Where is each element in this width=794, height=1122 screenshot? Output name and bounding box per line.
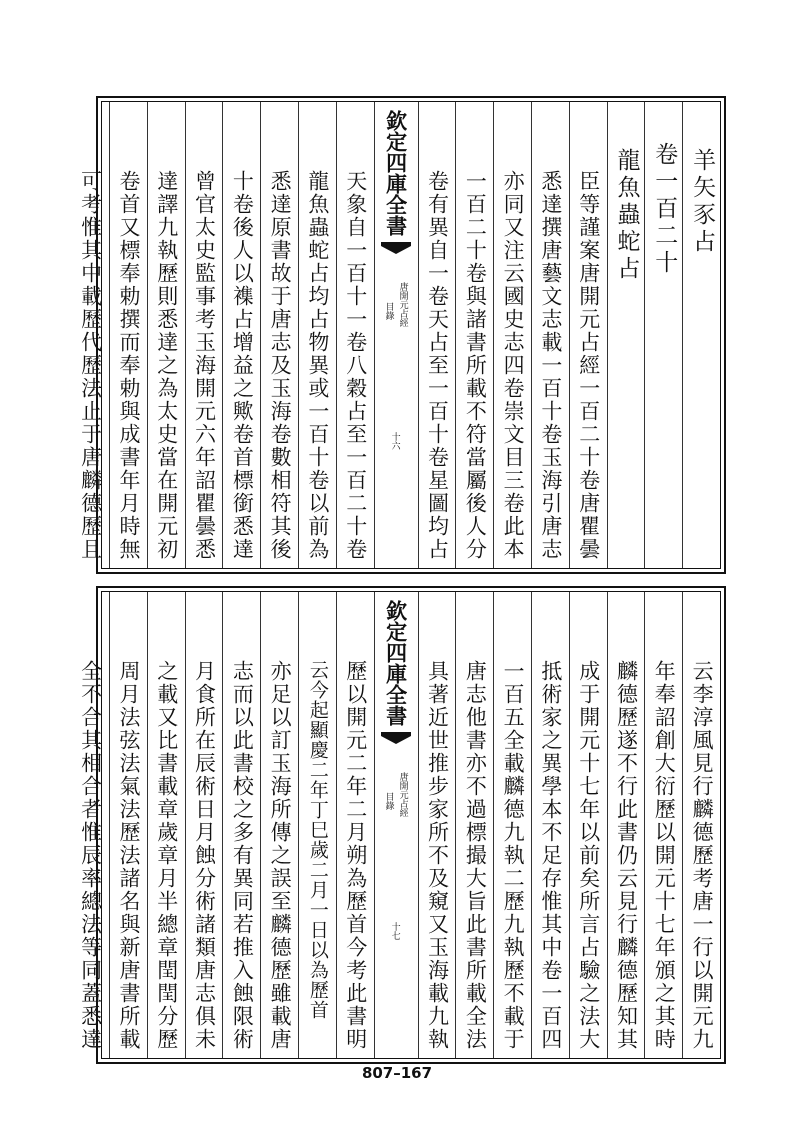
page-number: 807–167 bbox=[361, 1064, 433, 1082]
text-column bbox=[607, 592, 645, 1058]
leaf-number: 十七 bbox=[389, 922, 400, 940]
column-text: 悉達撰唐藝文志載一百十卷玉海引唐志 bbox=[538, 170, 563, 561]
column-text: 周月法弦法氣法歷法諸名與新唐書所載 bbox=[116, 660, 141, 1051]
text-column bbox=[682, 592, 720, 1058]
section-heading: 龍魚蟲蛇占 bbox=[613, 148, 640, 283]
text-column bbox=[147, 102, 185, 568]
book-title: 欽定四庫全書 bbox=[383, 600, 409, 726]
column-text: 十卷後人以襍占增益之歟卷首標銜悉達 bbox=[230, 170, 255, 561]
text-column bbox=[185, 102, 223, 568]
work-title: 唐開元占經 bbox=[397, 772, 408, 817]
center-fold-column bbox=[374, 592, 418, 1058]
text-column bbox=[569, 592, 607, 1058]
column-text: 成于開元十七年以前矣所言占驗之法大 bbox=[576, 660, 601, 1051]
column-text: 羊矢豕占 bbox=[689, 148, 716, 256]
column-text: 一百五全載麟德九執二歷九執歷不載于 bbox=[501, 660, 526, 1051]
top-text-columns bbox=[78, 102, 720, 568]
text-column bbox=[147, 592, 185, 1058]
column-text: 天象自一百十一卷八穀占至一百二十卷 bbox=[343, 170, 368, 561]
text-column bbox=[71, 102, 109, 568]
column-text: 之載又比書載章歲章月半總章閏閏分歷 bbox=[154, 660, 179, 1051]
text-column bbox=[260, 102, 298, 568]
leaf-number: 十六 bbox=[389, 432, 400, 450]
column-text: 具著近世推步家所不及窺又玉海載九執 bbox=[425, 660, 450, 1051]
column-text: 亦同又注云國史志四卷崇文目三卷此本 bbox=[501, 170, 526, 561]
column-text: 云今起顯慶二年丁巳歲二月一日以為歷首 bbox=[306, 660, 329, 1020]
text-column bbox=[418, 102, 456, 568]
column-text: 志而以此書校之多有異同若推入蝕限術 bbox=[230, 660, 255, 1051]
column-text: 月食所在辰術日月蝕分術諸類唐志俱未 bbox=[192, 660, 217, 1051]
column-text: 全不合其相合者惟辰率總法等同蓋悉達 bbox=[78, 660, 103, 1051]
center-fold-column bbox=[374, 102, 418, 568]
text-column bbox=[569, 102, 607, 568]
text-column bbox=[607, 102, 645, 568]
text-column bbox=[71, 592, 109, 1058]
fishtail-ornament-icon bbox=[381, 732, 411, 744]
text-column bbox=[298, 102, 336, 568]
column-text: 一百二十卷與諸書所載不符當屬後人分 bbox=[463, 170, 488, 561]
text-column bbox=[644, 102, 682, 568]
column-text: 云李淳風見行麟德歷考唐一行以開元九 bbox=[690, 660, 715, 1051]
fishtail-ornament-icon bbox=[381, 242, 411, 254]
work-title: 唐開元占經 bbox=[397, 282, 408, 327]
column-text: 卷首又標奉勅撰而奉勅與成書年月時無 bbox=[116, 170, 141, 561]
top-page-panel bbox=[78, 96, 726, 574]
column-text: 歷以開元二年二月朔為歷首今考此書明 bbox=[343, 660, 368, 1051]
column-text: 悉達原書故于唐志及玉海卷數相符其後 bbox=[268, 170, 293, 561]
bottom-text-columns bbox=[78, 592, 720, 1058]
text-column bbox=[298, 592, 336, 1058]
text-column bbox=[682, 102, 720, 568]
text-column bbox=[531, 592, 569, 1058]
column-text: 麟德歷遂不行此書仍云見行麟德歷知其 bbox=[614, 660, 639, 1051]
section-label: 目錄 bbox=[383, 792, 394, 810]
column-text: 臣等謹案唐開元占經一百二十卷唐瞿曇 bbox=[576, 170, 601, 561]
text-column bbox=[109, 592, 147, 1058]
book-title: 欽定四庫全書 bbox=[383, 110, 409, 236]
column-text: 達譯九執歷則悉達之為太史當在開元初 bbox=[154, 170, 179, 561]
column-text: 唐志他書亦不過標撮大旨此書所載全法 bbox=[463, 660, 488, 1051]
volume-heading: 卷一百二十 bbox=[651, 142, 678, 277]
text-column bbox=[185, 592, 223, 1058]
column-text: 龍魚蟲蛇占均占物異或一百十卷以前為 bbox=[305, 170, 330, 561]
column-text: 亦足以訂玉海所傳之誤至麟德歷雖載唐 bbox=[268, 660, 293, 1051]
column-text: 年奉詔創大衍歷以開元十七年頒之其時 bbox=[652, 660, 677, 1051]
column-text: 可考惟其中載歷代歷法止于唐麟德歷且 bbox=[78, 170, 103, 561]
text-column bbox=[455, 592, 493, 1058]
text-column bbox=[493, 102, 531, 568]
text-column bbox=[336, 102, 374, 568]
text-column bbox=[260, 592, 298, 1058]
text-column bbox=[531, 102, 569, 568]
text-column bbox=[418, 592, 456, 1058]
column-text: 抵術家之異學本不足存惟其中卷一百四 bbox=[538, 660, 563, 1051]
text-column bbox=[644, 592, 682, 1058]
text-column bbox=[493, 592, 531, 1058]
text-column bbox=[222, 102, 260, 568]
bottom-page-panel bbox=[78, 586, 726, 1064]
column-text: 卷有異自一卷天占至一百十卷星圖均占 bbox=[425, 170, 450, 561]
text-column bbox=[336, 592, 374, 1058]
text-column bbox=[222, 592, 260, 1058]
section-label: 目錄 bbox=[383, 302, 394, 320]
column-text: 曾官太史監事考玉海開元六年詔瞿曇悉 bbox=[192, 170, 217, 561]
text-column bbox=[109, 102, 147, 568]
text-column bbox=[455, 102, 493, 568]
